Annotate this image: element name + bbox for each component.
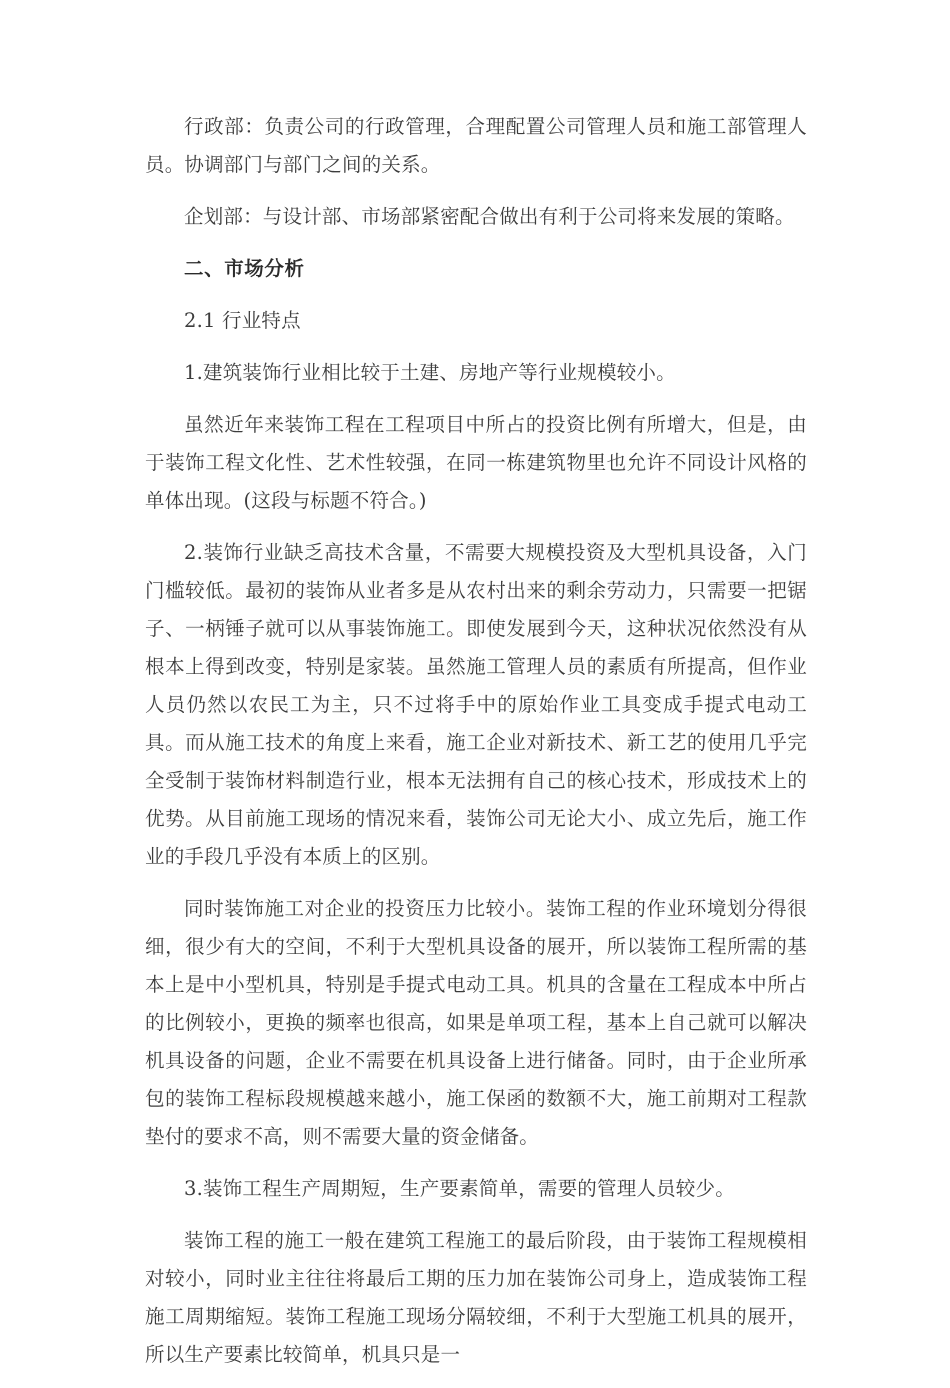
- paragraph-item-3: 3.装饰工程生产周期短，生产要素简单，需要的管理人员较少。: [184, 1177, 735, 1200]
- paragraph-item-1-body: 虽然近年来装饰工程在工程项目中所占的投资比例有所增大，但是，由于装饰工程文化性、艺术性较强，在同一栋建筑物里也允许不同设计风格的单体出现。(这段与标题不符合。): [145, 413, 807, 512]
- paragraph-item-3-body: 装饰工程的施工一般在建筑工程施工的最后阶段，由于装饰工程规模相对较小，同时业主往往将最后工期的压力加在装饰公司身上，造成装饰工程施工周期缩短。装饰工程施工现场分隔较细，不利于大型施工机具的展开，所以生产要素比较简单，机具只是一: [145, 1229, 807, 1366]
- paragraph-item-1: 1.建筑装饰行业相比较于土建、房地产等行业规模较小。: [184, 361, 676, 384]
- paragraph-item-2-body: 同时装饰施工对企业的投资压力比较小。装饰工程的作业环境划分得很细，很少有大的空间，不利于大型机具设备的展开，所以装饰工程所需的基本上是中小型机具，特别是手提式电动工具。机具的含量在工程成本中所占的比例较小，更换的频率也很高，如果是单项工程，基本上自己就可以解决机具设备的问题，企业不需要在机具设备上进行储备。同时，由于企业所承包的装饰工程标段规模越来越小，施工保函的数额不大，施工前期对工程款垫付的要求不高，则不需要大量的资金储备。: [145, 897, 807, 1148]
- section-heading-market-analysis: 二、市场分析: [184, 257, 305, 280]
- paragraph-item-2: 2.装饰行业缺乏高技术含量，不需要大规模投资及大型机具设备，入门门槛较低。最初的装饰从业者多是从农村出来的剩余劳动力，只需要一把锯子、一柄锤子就可以从事装饰施工。即使发展到今天，这种状况依然没有从根本上得到改变，特别是家装。虽然施工管理人员的素质有所提高，但作业人员仍然以农民工为主，只不过将手中的原始作业工具变成手提式电动工具。而从施工技术的角度上来看，施工企业对新技术、新工艺的使用几乎完全受制于装饰材料制造行业，根本无法拥有自己的核心技术，形成技术上的优势。从目前施工现场的情况来看，装饰公司无论大小、成立先后，施工作业的手段几乎没有本质上的区别。: [145, 541, 807, 868]
- paragraph-planning: 企划部：与设计部、市场部紧密配合做出有利于公司将来发展的策略。: [184, 205, 795, 228]
- subsection-heading-industry-features: 2.1 行业特点: [184, 309, 301, 332]
- paragraph-administration: 行政部：负责公司的行政管理，合理配置公司管理人员和施工部管理人员。协调部门与部门之间的关系。: [145, 115, 807, 176]
- document-text-block: [145, 108, 807, 1388]
